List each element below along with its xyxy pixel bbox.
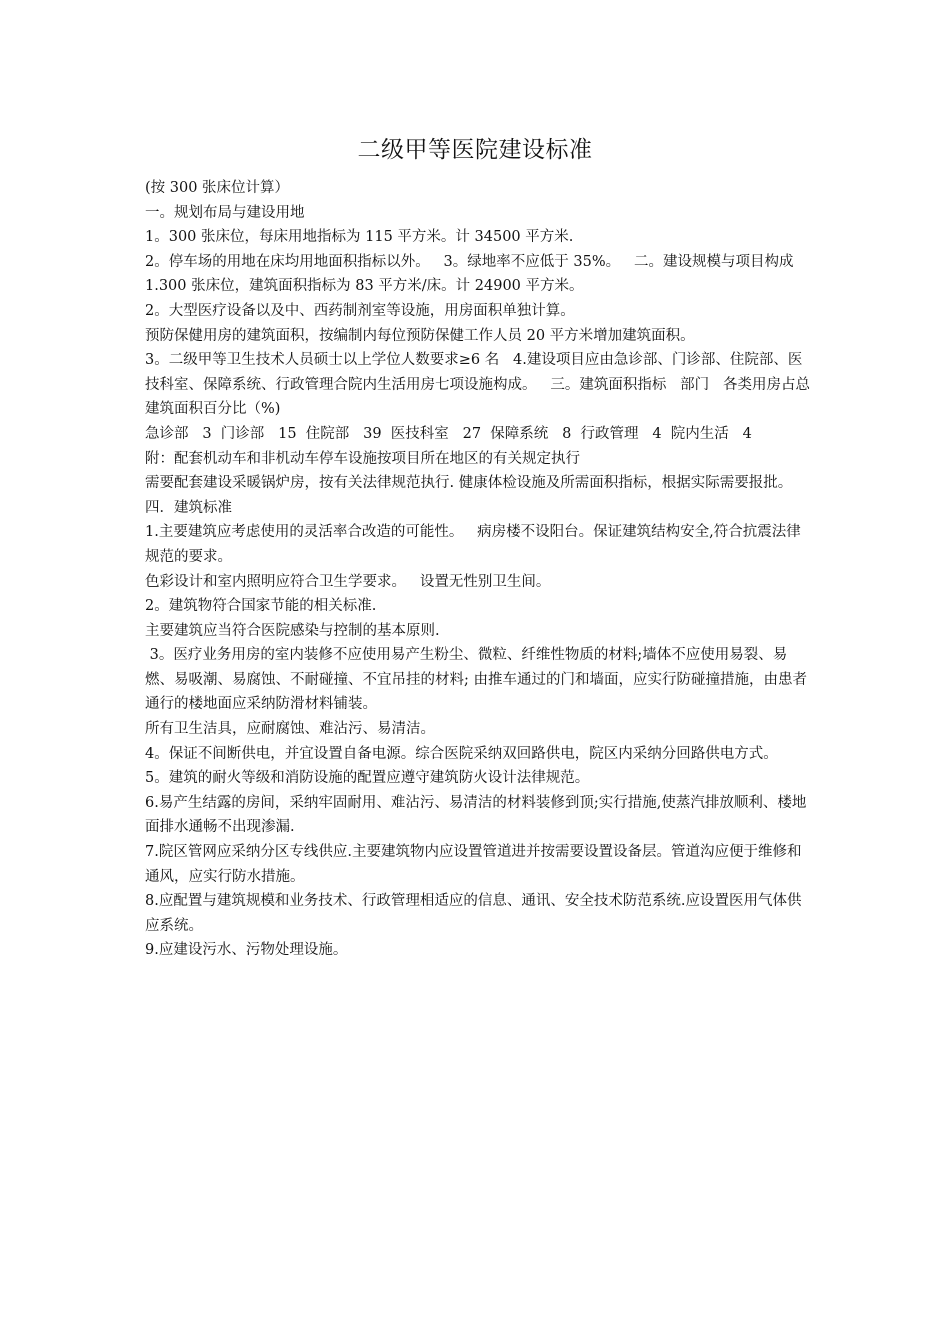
paragraph: (按 300 张床位计算） [145,180,290,196]
document-body [145,176,813,963]
paragraph: 2。建筑物符合国家节能的相关标准. [145,598,377,615]
paragraph: 2。停车场的用地在床均用地面积指标以外。 3。绿地率不应低于 35%。 二。建设规模与项目构成 [145,253,794,270]
paragraph: 色彩设计和室内照明应符合卫生学要求。 设置无性别卫生间。 [145,573,551,590]
paragraph: 1.300 张床位，建筑面积指标为 83 平方米/床。计 24900 平方米。 [145,278,584,295]
paragraph: 6.易产生结露的房间，采纳牢固耐用、难沾污、易清洁的材料装修到顶;实行措施,使蒸汽排放顺利、楼地面排水通畅不出现渗漏. [145,794,807,836]
paragraph: 3。二级甲等卫生技术人员硕士以上学位人数要求≥6 名 4.建设项目应由急诊部、门诊部、住院部、医技科室、保障系统、行政管理合院内生活用房七项设施构成。 三。建筑面积指标 部门 各类用房占总建筑面积百分比（%) [145,352,810,418]
paragraph: 5。建筑的耐火等级和消防设施的配置应遵守建筑防火设计法律规范。 [145,770,590,787]
paragraph: 所有卫生洁具，应耐腐蚀、难沾污、易清洁。 [145,721,435,738]
paragraph: 1.主要建筑应考虑使用的灵活率合改造的可能性。 病房楼不设阳台。保证建筑结构安全,符合抗震法律规范的要求。 [145,524,801,565]
paragraph: 需要配套建设采暖锅炉房，按有关法律规范执行. 健康体检设施及所需面积指标，根据实际需要报批。 四．建筑标准 [145,475,807,516]
paragraph: 3。医疗业务用房的室内装修不应使用易产生粉尘、微粒、纤维性物质的材料;墙体不应使用易裂、易燃、易吸潮、易腐蚀、不耐碰撞、不宜吊挂的材料; 由推车通过的门和墙面，应实行防碰撞措施，由患者通行的楼地面应采纳防滑材料铺装。 [145,647,807,713]
paragraph: 1。300 张床位，每床用地指标为 115 平方米。计 34500 平方米. [145,229,574,246]
paragraph: 主要建筑应当符合医院感染与控制的基本原则. [145,622,440,639]
paragraph: 附：配套机动车和非机动车停车设施按项目所在地区的有关规定执行 [145,450,580,467]
document-title: 二级甲等医院建设标准 [357,137,593,163]
paragraph: 8.应配置与建筑规模和业务技术、行政管理相适应的信息、通讯、安全技术防范系统.应设置医用气体供应系统。 [145,893,802,934]
paragraph: 7.院区管网应采纳分区专线供应.主要建筑物内应设置管道进并按需要设置设备层。管道沟应便于维修和通风，应实行防水措施。 [145,844,802,885]
paragraph: 4。保证不间断供电，并宜设置自备电源。综合医院采纳双回路供电，院区内采纳分回路供电方式。 [145,745,778,762]
area-ratio-line: 急诊部 3 门诊部 15 住院部 39 医技科室 27 保障系统 8 行政管理 4 院内生活 4 [145,425,752,442]
paragraph: 2。大型医疗设备以及中、西药制剂室等设施，用房面积单独计算。 [145,302,575,319]
section-heading: 一。规划布局与建设用地 [145,204,305,221]
paragraph: 预防保健用房的建筑面积，按编制内每位预防保健工作人员 20 平方米增加建筑面积。 [145,327,695,344]
paragraph: 9.应建设污水、污物处理设施。 [145,942,348,959]
